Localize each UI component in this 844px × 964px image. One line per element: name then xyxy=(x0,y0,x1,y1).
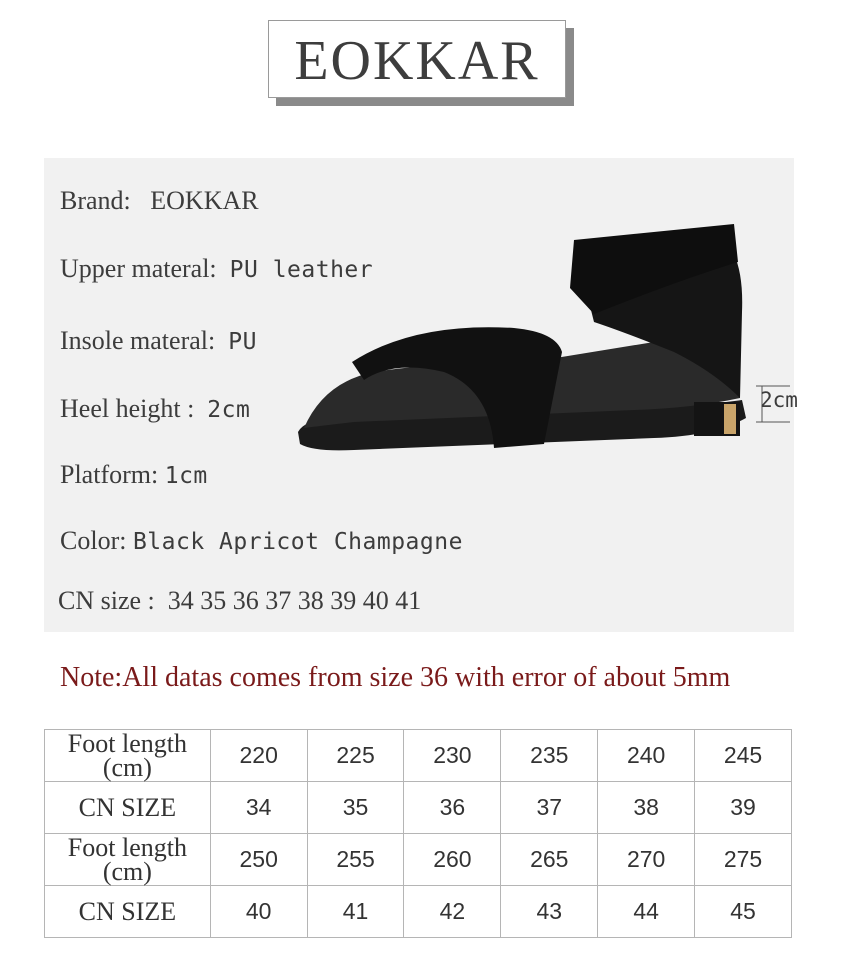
table-row xyxy=(45,886,792,938)
spec-insole xyxy=(60,326,257,356)
brand-logo-text: EOKKAR xyxy=(294,30,540,92)
spec-platform xyxy=(60,460,208,490)
foot-length-label: Foot length xyxy=(67,728,187,758)
table-cell: 255 xyxy=(307,834,404,886)
spec-cn-size xyxy=(58,586,421,616)
spec-insole-label: Insole materal: xyxy=(60,326,216,355)
table-cell: 35 xyxy=(307,782,404,834)
spec-platform-value: 1cm xyxy=(164,463,208,489)
table-cell: 245 xyxy=(695,730,792,782)
spec-upper-label: Upper materal: xyxy=(60,254,217,283)
table-cell: 265 xyxy=(501,834,598,886)
spec-heel xyxy=(60,394,250,424)
table-row xyxy=(45,782,792,834)
spec-brand xyxy=(60,186,259,216)
table-cell: 38 xyxy=(598,782,695,834)
dimension-label: 2cm xyxy=(760,388,798,412)
brand-logo xyxy=(268,20,566,98)
table-cell: 42 xyxy=(404,886,501,938)
measurement-note: Note:All datas comes from size 36 with error of about 5mm xyxy=(60,662,731,693)
table-cell: 40 xyxy=(210,886,307,938)
spec-cn-size-value: 34 35 36 37 38 39 40 41 xyxy=(167,586,422,615)
table-cell: 270 xyxy=(598,834,695,886)
cn-size-header: CN SIZE xyxy=(45,886,211,938)
spec-brand-label: Brand: xyxy=(60,186,131,215)
table-cell: 39 xyxy=(695,782,792,834)
table-cell: 220 xyxy=(210,730,307,782)
foot-length-header xyxy=(45,730,211,782)
cn-size-header: CN SIZE xyxy=(45,782,211,834)
spec-heel-label: Heel height : xyxy=(60,394,195,423)
table-cell: 41 xyxy=(307,886,404,938)
sandal-image xyxy=(294,222,794,462)
table-cell: 260 xyxy=(404,834,501,886)
foot-length-label: Foot length xyxy=(67,832,187,862)
spec-panel xyxy=(44,158,798,632)
table-cell: 34 xyxy=(210,782,307,834)
table-cell: 250 xyxy=(210,834,307,886)
spec-heel-value: 2cm xyxy=(207,397,251,423)
spec-color-value: Black Apricot Champagne xyxy=(132,529,463,555)
table-cell: 43 xyxy=(501,886,598,938)
spec-color-label: Color: xyxy=(60,526,127,555)
spec-upper-value: PU leather xyxy=(229,257,374,283)
foot-length-unit: (cm) xyxy=(102,752,152,782)
table-row xyxy=(45,834,792,886)
size-table xyxy=(44,729,792,938)
table-cell: 240 xyxy=(598,730,695,782)
table-cell: 45 xyxy=(695,886,792,938)
table-cell: 230 xyxy=(404,730,501,782)
foot-length-unit: (cm) xyxy=(102,856,152,886)
spec-cn-size-label: CN size : xyxy=(58,586,155,615)
foot-length-header xyxy=(45,834,211,886)
table-cell: 37 xyxy=(501,782,598,834)
spec-color xyxy=(60,526,463,556)
table-cell: 275 xyxy=(695,834,792,886)
table-cell: 44 xyxy=(598,886,695,938)
spec-brand-value: EOKKAR xyxy=(150,186,259,215)
spec-platform-label: Platform: xyxy=(60,460,159,489)
table-cell: 36 xyxy=(404,782,501,834)
table-cell: 235 xyxy=(501,730,598,782)
table-cell: 225 xyxy=(307,730,404,782)
table-row xyxy=(45,730,792,782)
spec-insole-value: PU xyxy=(228,329,257,355)
